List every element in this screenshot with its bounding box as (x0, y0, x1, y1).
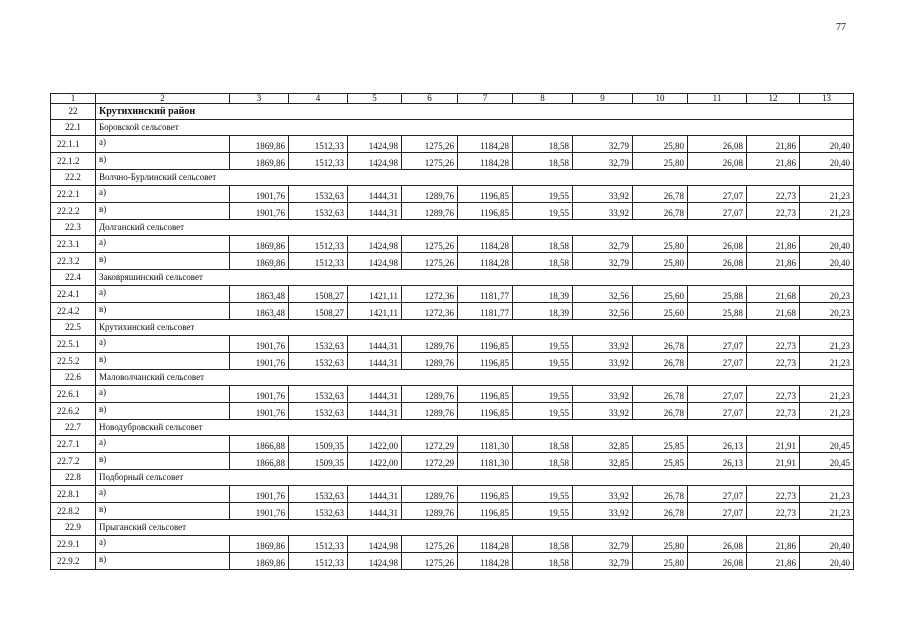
value-cell: 27,07 (688, 336, 747, 353)
value-cell: 1196,85 (458, 403, 513, 420)
value-cell: 32,56 (573, 286, 633, 303)
table-body (51, 94, 854, 570)
value-cell: 33,92 (573, 186, 633, 203)
value-cell: 1869,86 (230, 236, 289, 253)
value-cell: 1196,85 (458, 186, 513, 203)
section-name: Крутихинский район (96, 104, 854, 120)
value-cell: 26,78 (633, 353, 688, 370)
section-code: 22.9 (51, 520, 96, 536)
value-cell: 18,58 (513, 553, 573, 570)
value-cell: 25,80 (633, 553, 688, 570)
section-code: 22.7 (51, 420, 96, 436)
value-cell: 1444,31 (348, 203, 402, 220)
section-name: Крутихинский сельсовет (96, 320, 854, 336)
value-cell: 32,79 (573, 236, 633, 253)
table-row (51, 236, 854, 253)
row-subtype: а) (96, 236, 230, 253)
table-row (51, 386, 854, 403)
row-subtype: а) (96, 436, 230, 453)
value-cell: 1272,36 (402, 303, 458, 320)
value-cell: 27,07 (688, 353, 747, 370)
value-cell: 33,92 (573, 386, 633, 403)
row-subtype: в) (96, 153, 230, 170)
value-cell: 1532,63 (289, 336, 348, 353)
value-cell: 1866,88 (230, 436, 289, 453)
row-code: 22.5.1 (51, 336, 96, 353)
table-row (51, 186, 854, 203)
value-cell: 26,78 (633, 186, 688, 203)
value-cell: 22,73 (747, 203, 800, 220)
value-cell: 1275,26 (402, 553, 458, 570)
value-cell: 1424,98 (348, 253, 402, 270)
value-cell: 26,08 (688, 136, 747, 153)
table-row (51, 303, 854, 320)
value-cell: 1289,76 (402, 186, 458, 203)
value-cell: 21,23 (800, 353, 854, 370)
section-row (51, 270, 854, 286)
section-code: 22.6 (51, 370, 96, 386)
row-subtype: в) (96, 303, 230, 320)
row-subtype: а) (96, 386, 230, 403)
value-cell: 1289,76 (402, 203, 458, 220)
row-code: 22.7.2 (51, 453, 96, 470)
value-cell: 1444,31 (348, 386, 402, 403)
value-cell: 26,78 (633, 386, 688, 403)
value-cell: 21,23 (800, 503, 854, 520)
table-row (51, 453, 854, 470)
section-code: 22.2 (51, 170, 96, 186)
value-cell: 1424,98 (348, 536, 402, 553)
value-cell: 1289,76 (402, 486, 458, 503)
column-number: 11 (688, 94, 747, 104)
section-row (51, 520, 854, 536)
section-name: Заковряшинский сельсовет (96, 270, 854, 286)
page-number: 77 (836, 22, 846, 33)
value-cell: 1869,86 (230, 553, 289, 570)
value-cell: 1184,28 (458, 553, 513, 570)
value-cell: 1512,33 (289, 553, 348, 570)
table-row (51, 153, 854, 170)
value-cell: 1184,28 (458, 236, 513, 253)
column-number: 7 (458, 94, 513, 104)
value-cell: 26,13 (688, 436, 747, 453)
value-cell: 27,07 (688, 486, 747, 503)
section-row (51, 104, 854, 120)
row-code: 22.3.2 (51, 253, 96, 270)
value-cell: 1289,76 (402, 336, 458, 353)
value-cell: 1509,35 (289, 453, 348, 470)
table-row (51, 286, 854, 303)
value-cell: 1424,98 (348, 553, 402, 570)
value-cell: 1509,35 (289, 436, 348, 453)
section-name: Маловолчанский сельсовет (96, 370, 854, 386)
value-cell: 18,39 (513, 303, 573, 320)
row-subtype: а) (96, 286, 230, 303)
section-code: 22.3 (51, 220, 96, 236)
value-cell: 21,23 (800, 203, 854, 220)
value-cell: 1869,86 (230, 136, 289, 153)
row-subtype: а) (96, 136, 230, 153)
value-cell: 1444,31 (348, 503, 402, 520)
value-cell: 19,55 (513, 503, 573, 520)
value-cell: 21,23 (800, 403, 854, 420)
value-cell: 1422,00 (348, 436, 402, 453)
value-cell: 1863,48 (230, 303, 289, 320)
value-cell: 1421,11 (348, 286, 402, 303)
value-cell: 20,40 (800, 536, 854, 553)
value-cell: 25,80 (633, 136, 688, 153)
value-cell: 25,85 (633, 436, 688, 453)
row-code: 22.5.2 (51, 353, 96, 370)
value-cell: 1289,76 (402, 386, 458, 403)
column-number: 9 (573, 94, 633, 104)
value-cell: 19,55 (513, 403, 573, 420)
value-cell: 1512,33 (289, 253, 348, 270)
row-code: 22.6.2 (51, 403, 96, 420)
value-cell: 21,91 (747, 436, 800, 453)
value-cell: 1184,28 (458, 253, 513, 270)
row-subtype: в) (96, 553, 230, 570)
table-row (51, 553, 854, 570)
value-cell: 1275,26 (402, 236, 458, 253)
value-cell: 26,08 (688, 253, 747, 270)
table-row (51, 403, 854, 420)
section-code: 22.5 (51, 320, 96, 336)
value-cell: 18,58 (513, 436, 573, 453)
section-name: Боровской сельсовет (96, 120, 854, 136)
value-cell: 1508,27 (289, 286, 348, 303)
value-cell: 1866,88 (230, 453, 289, 470)
value-cell: 1444,31 (348, 336, 402, 353)
value-cell: 32,79 (573, 553, 633, 570)
section-row (51, 170, 854, 186)
value-cell: 18,58 (513, 236, 573, 253)
value-cell: 1289,76 (402, 403, 458, 420)
value-cell: 25,80 (633, 153, 688, 170)
value-cell: 20,23 (800, 303, 854, 320)
value-cell: 1181,77 (458, 303, 513, 320)
value-cell: 20,40 (800, 553, 854, 570)
value-cell: 19,55 (513, 186, 573, 203)
value-cell: 1196,85 (458, 503, 513, 520)
value-cell: 1422,00 (348, 453, 402, 470)
row-code: 22.9.1 (51, 536, 96, 553)
value-cell: 20,23 (800, 286, 854, 303)
value-cell: 19,55 (513, 386, 573, 403)
value-cell: 1181,77 (458, 286, 513, 303)
value-cell: 1275,26 (402, 153, 458, 170)
value-cell: 1181,30 (458, 436, 513, 453)
value-cell: 26,78 (633, 336, 688, 353)
section-code: 22.8 (51, 470, 96, 486)
value-cell: 1289,76 (402, 503, 458, 520)
value-cell: 21,68 (747, 286, 800, 303)
row-code: 22.8.2 (51, 503, 96, 520)
value-cell: 1444,31 (348, 486, 402, 503)
value-cell: 27,07 (688, 186, 747, 203)
row-code: 22.4.1 (51, 286, 96, 303)
value-cell: 25,80 (633, 253, 688, 270)
value-cell: 1512,33 (289, 236, 348, 253)
table-row (51, 436, 854, 453)
value-cell: 1901,76 (230, 486, 289, 503)
row-code: 22.3.1 (51, 236, 96, 253)
value-cell: 25,80 (633, 236, 688, 253)
table-row (51, 253, 854, 270)
value-cell: 1901,76 (230, 353, 289, 370)
table-row (51, 503, 854, 520)
section-row (51, 470, 854, 486)
table-row (51, 203, 854, 220)
value-cell: 21,86 (747, 136, 800, 153)
value-cell: 22,73 (747, 403, 800, 420)
column-number-row (51, 94, 854, 104)
value-cell: 22,73 (747, 186, 800, 203)
value-cell: 25,88 (688, 303, 747, 320)
value-cell: 21,23 (800, 386, 854, 403)
section-row (51, 220, 854, 236)
column-number: 1 (51, 94, 96, 104)
value-cell: 26,78 (633, 486, 688, 503)
value-cell: 1863,48 (230, 286, 289, 303)
value-cell: 1901,76 (230, 503, 289, 520)
value-cell: 32,85 (573, 453, 633, 470)
column-number: 2 (96, 94, 230, 104)
row-code: 22.2.1 (51, 186, 96, 203)
value-cell: 18,58 (513, 253, 573, 270)
value-cell: 1532,63 (289, 353, 348, 370)
value-cell: 1424,98 (348, 153, 402, 170)
value-cell: 22,73 (747, 486, 800, 503)
value-cell: 1196,85 (458, 386, 513, 403)
table-row (51, 136, 854, 153)
value-cell: 1512,33 (289, 153, 348, 170)
value-cell: 1444,31 (348, 353, 402, 370)
value-cell: 1901,76 (230, 186, 289, 203)
value-cell: 20,45 (800, 453, 854, 470)
section-name: Новодубровский сельсовет (96, 420, 854, 436)
value-cell: 1421,11 (348, 303, 402, 320)
value-cell: 1901,76 (230, 203, 289, 220)
value-cell: 1869,86 (230, 153, 289, 170)
column-number: 12 (747, 94, 800, 104)
value-cell: 26,78 (633, 203, 688, 220)
value-cell: 1196,85 (458, 203, 513, 220)
value-cell: 25,60 (633, 286, 688, 303)
value-cell: 1289,76 (402, 353, 458, 370)
value-cell: 20,40 (800, 153, 854, 170)
tariff-table (50, 93, 854, 570)
value-cell: 1196,85 (458, 336, 513, 353)
value-cell: 19,55 (513, 336, 573, 353)
value-cell: 1532,63 (289, 503, 348, 520)
row-code: 22.9.2 (51, 553, 96, 570)
value-cell: 1184,28 (458, 153, 513, 170)
value-cell: 33,92 (573, 486, 633, 503)
column-number: 13 (800, 94, 854, 104)
value-cell: 1184,28 (458, 536, 513, 553)
value-cell: 26,13 (688, 453, 747, 470)
section-code: 22.1 (51, 120, 96, 136)
value-cell: 33,92 (573, 403, 633, 420)
section-row (51, 320, 854, 336)
value-cell: 21,23 (800, 486, 854, 503)
value-cell: 22,73 (747, 503, 800, 520)
section-row (51, 120, 854, 136)
value-cell: 22,73 (747, 353, 800, 370)
section-name: Прыганский сельсовет (96, 520, 854, 536)
value-cell: 26,78 (633, 403, 688, 420)
value-cell: 1901,76 (230, 336, 289, 353)
value-cell: 26,08 (688, 536, 747, 553)
column-number: 3 (230, 94, 289, 104)
value-cell: 21,86 (747, 253, 800, 270)
table-row (51, 336, 854, 353)
value-cell: 21,86 (747, 536, 800, 553)
value-cell: 1272,29 (402, 436, 458, 453)
row-subtype: в) (96, 353, 230, 370)
value-cell: 1869,86 (230, 253, 289, 270)
column-number: 10 (633, 94, 688, 104)
value-cell: 32,79 (573, 253, 633, 270)
value-cell: 26,08 (688, 553, 747, 570)
row-subtype: в) (96, 503, 230, 520)
table-row (51, 536, 854, 553)
value-cell: 20,40 (800, 253, 854, 270)
value-cell: 26,08 (688, 153, 747, 170)
row-subtype: в) (96, 203, 230, 220)
value-cell: 1196,85 (458, 353, 513, 370)
value-cell: 21,86 (747, 553, 800, 570)
value-cell: 21,91 (747, 453, 800, 470)
row-code: 22.8.1 (51, 486, 96, 503)
value-cell: 21,86 (747, 153, 800, 170)
row-subtype: в) (96, 403, 230, 420)
value-cell: 32,79 (573, 136, 633, 153)
value-cell: 21,23 (800, 186, 854, 203)
value-cell: 32,79 (573, 153, 633, 170)
column-number: 8 (513, 94, 573, 104)
row-subtype: в) (96, 453, 230, 470)
value-cell: 1272,29 (402, 453, 458, 470)
value-cell: 27,07 (688, 403, 747, 420)
value-cell: 25,60 (633, 303, 688, 320)
value-cell: 26,78 (633, 503, 688, 520)
value-cell: 1184,28 (458, 136, 513, 153)
section-row (51, 420, 854, 436)
value-cell: 1532,63 (289, 203, 348, 220)
section-name: Долганский сельсовет (96, 220, 854, 236)
value-cell: 1275,26 (402, 136, 458, 153)
value-cell: 1512,33 (289, 136, 348, 153)
value-cell: 32,56 (573, 303, 633, 320)
value-cell: 1181,30 (458, 453, 513, 470)
value-cell: 19,55 (513, 486, 573, 503)
value-cell: 1272,36 (402, 286, 458, 303)
section-code: 22 (51, 104, 96, 120)
value-cell: 18,58 (513, 536, 573, 553)
value-cell: 33,92 (573, 203, 633, 220)
row-subtype: в) (96, 253, 230, 270)
value-cell: 32,79 (573, 536, 633, 553)
value-cell: 1424,98 (348, 136, 402, 153)
value-cell: 1508,27 (289, 303, 348, 320)
value-cell: 18,39 (513, 286, 573, 303)
row-subtype: а) (96, 186, 230, 203)
value-cell: 1444,31 (348, 403, 402, 420)
value-cell: 1512,33 (289, 536, 348, 553)
section-name: Подборный сельсовет (96, 470, 854, 486)
value-cell: 1532,63 (289, 486, 348, 503)
value-cell: 1275,26 (402, 253, 458, 270)
value-cell: 25,88 (688, 286, 747, 303)
value-cell: 27,07 (688, 203, 747, 220)
row-code: 22.7.1 (51, 436, 96, 453)
row-code: 22.1.1 (51, 136, 96, 153)
value-cell: 1869,86 (230, 536, 289, 553)
value-cell: 33,92 (573, 503, 633, 520)
value-cell: 18,58 (513, 453, 573, 470)
value-cell: 20,40 (800, 236, 854, 253)
value-cell: 1901,76 (230, 403, 289, 420)
section-row (51, 370, 854, 386)
value-cell: 18,58 (513, 153, 573, 170)
value-cell: 26,08 (688, 236, 747, 253)
section-code: 22.4 (51, 270, 96, 286)
value-cell: 33,92 (573, 353, 633, 370)
value-cell: 21,86 (747, 236, 800, 253)
row-subtype: а) (96, 336, 230, 353)
value-cell: 1424,98 (348, 236, 402, 253)
row-code: 22.1.2 (51, 153, 96, 170)
table-row (51, 353, 854, 370)
value-cell: 1444,31 (348, 186, 402, 203)
value-cell: 21,23 (800, 336, 854, 353)
value-cell: 27,07 (688, 503, 747, 520)
value-cell: 22,73 (747, 386, 800, 403)
column-number: 5 (348, 94, 402, 104)
column-number: 4 (289, 94, 348, 104)
value-cell: 1901,76 (230, 386, 289, 403)
value-cell: 1532,63 (289, 186, 348, 203)
table-row (51, 486, 854, 503)
row-code: 22.6.1 (51, 386, 96, 403)
value-cell: 19,55 (513, 203, 573, 220)
value-cell: 1532,63 (289, 386, 348, 403)
value-cell: 25,80 (633, 536, 688, 553)
value-cell: 32,85 (573, 436, 633, 453)
row-subtype: а) (96, 486, 230, 503)
value-cell: 1532,63 (289, 403, 348, 420)
value-cell: 33,92 (573, 336, 633, 353)
value-cell: 1275,26 (402, 536, 458, 553)
value-cell: 20,45 (800, 436, 854, 453)
value-cell: 27,07 (688, 386, 747, 403)
value-cell: 22,73 (747, 336, 800, 353)
value-cell: 1196,85 (458, 486, 513, 503)
row-code: 22.2.2 (51, 203, 96, 220)
value-cell: 20,40 (800, 136, 854, 153)
row-code: 22.4.2 (51, 303, 96, 320)
value-cell: 19,55 (513, 353, 573, 370)
row-subtype: а) (96, 536, 230, 553)
value-cell: 25,85 (633, 453, 688, 470)
value-cell: 18,58 (513, 136, 573, 153)
value-cell: 21,68 (747, 303, 800, 320)
column-number: 6 (402, 94, 458, 104)
section-name: Волчно-Бурлинский сельсовет (96, 170, 854, 186)
